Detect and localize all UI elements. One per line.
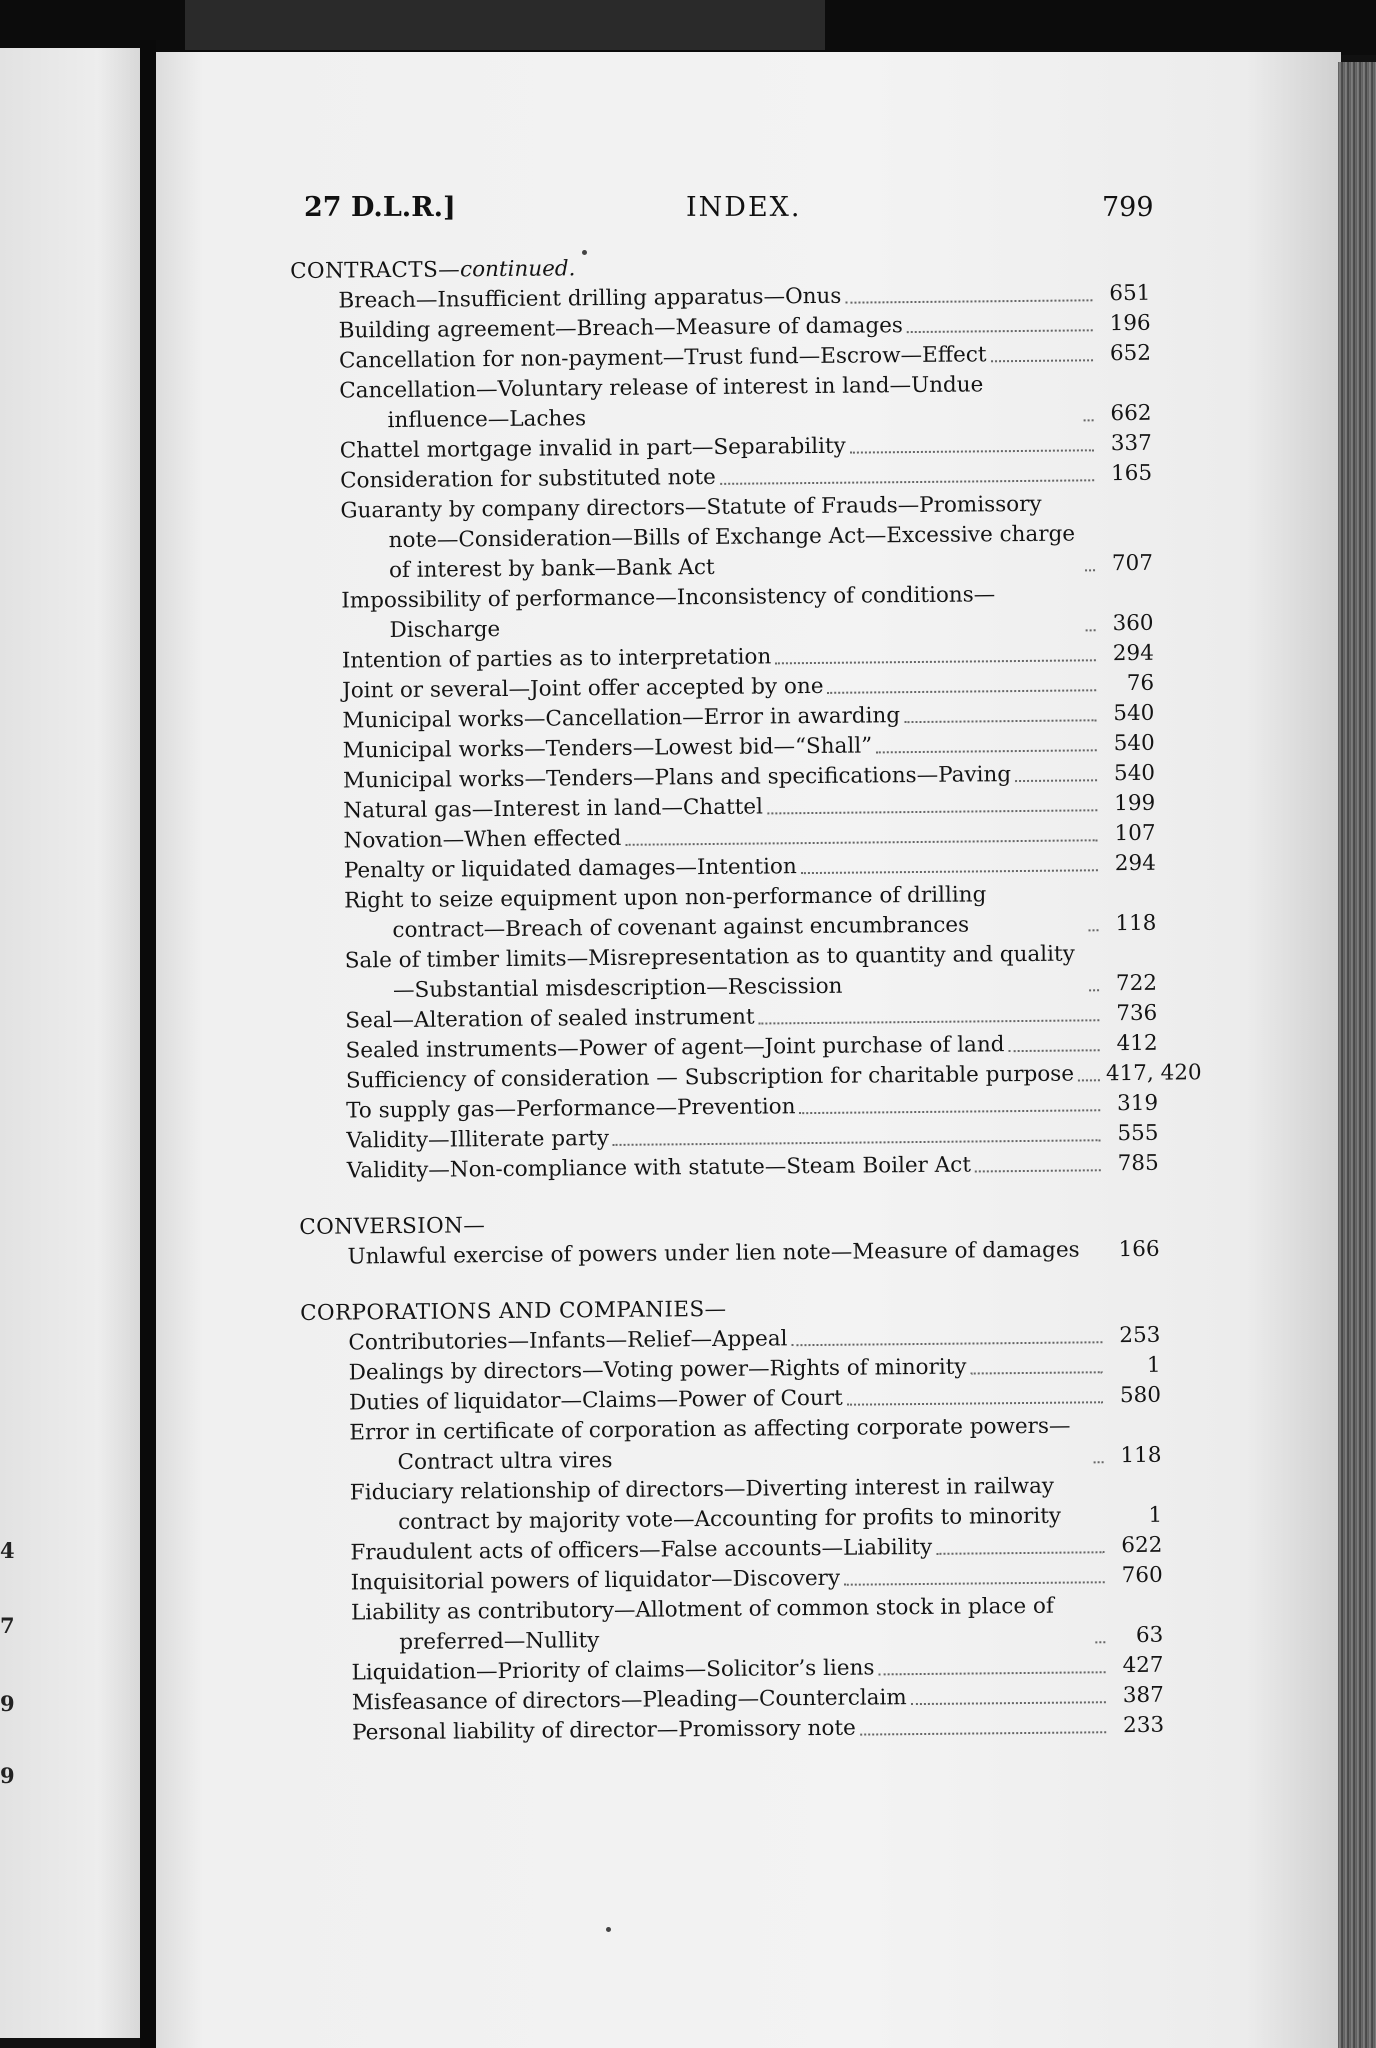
entry-page-number: 294 [1114,850,1156,877]
dot-leader [792,1340,1103,1346]
entry-text: Penalty or liquidated damages—Intention [343,854,797,884]
section-heading-text: CORPORATIONS AND COMPANIES— [300,1296,727,1326]
dot-leader [845,298,1092,303]
entry-page-number: 107 [1114,820,1156,847]
entry-page-number: 63 [1135,1622,1164,1648]
index-entry [291,369,1152,437]
margin-digit: 9 [0,1691,15,1716]
section-heading-text: CONTRACTS— [290,257,461,284]
entry-page-number: 580 [1119,1382,1162,1409]
entry-page-number: 118 [1120,1442,1162,1469]
margin-digit: 4 [0,1538,15,1563]
entry-text: Liability as contributory—Allotment of common stock in place of preferred—Nullity [350,1593,1054,1656]
dot-leader [936,1550,1104,1555]
entry-page-number: 1 [1146,1352,1161,1378]
page-stack-edge [1338,62,1376,2048]
index-entry [301,1411,1162,1479]
facing-page [0,48,140,2038]
dot-leader [975,1168,1101,1172]
dot-leader [1094,1460,1104,1463]
entry-text: Right to seize equipment upon non-performance of drilling contract—Breach of covenant against encumbrances [344,882,987,944]
entry-text: Municipal works—Tenders—Plans and specifications—Paving [342,762,1012,794]
dot-leader [1084,418,1094,421]
entry-text: Consideration for substituted note [340,464,716,494]
entry-page-number: 555 [1117,1120,1159,1147]
entry-text: Guaranty by company directors—Statute of Frauds—Promissory note—Consideration—Bills of Exchange Act—Excessive charge of interest by bank—Bank Act [340,491,1076,584]
dot-leader [613,1138,1101,1146]
dot-leader [759,1018,1100,1024]
margin-digit: 9 [0,1763,15,1788]
entry-page-number: 662 [1110,400,1152,427]
entry-text: Municipal works—Tenders—Lowest bid—“Shall” [342,733,873,764]
dot-leader [911,1700,1106,1705]
entry-page-number: 337 [1110,430,1152,457]
entry-text: Duties of liquidator—Claims—Power of Court [348,1385,843,1416]
dot-leader [847,1400,1103,1405]
index-section [299,1205,1160,1273]
index-entry [303,1591,1164,1659]
entry-page-number: 540 [1113,700,1155,727]
entry-page-number: 412 [1116,1030,1158,1057]
entry-text: Intention of parties as to interpretation [341,644,772,674]
entry-page-number: 294 [1112,640,1154,667]
dot-leader [1094,1522,1104,1523]
dot-leader [844,1580,1105,1586]
entry-page-number: 622 [1121,1532,1163,1559]
entry-page-number: 360 [1112,610,1154,637]
entry-text: Seal—Alteration of sealed instrument [345,1004,755,1034]
entry-page-number: 253 [1119,1322,1161,1349]
entry-page-number: 785 [1117,1150,1159,1177]
entry-text: Cancellation—Voluntary release of interest in land—Undue influence—Laches [339,372,984,434]
entry-text: Breach—Insufficient drilling apparatus—Onus [338,283,842,314]
entry-text: Misfeasance of directors—Pleading—Counterclaim [351,1685,907,1716]
entry-text: Natural gas—Interest in land—Chattel [343,794,764,824]
entry-text: Sealed instruments—Power of agent—Joint purchase of land [345,1032,1005,1064]
entry-text: Sale of timber limits—Misrepresentation as to quantity and quality —Substantial misdescription—Rescission [344,941,1075,1004]
dot-leader [1015,778,1097,782]
ink-speck [606,1927,611,1932]
entry-page-number: 652 [1109,340,1152,367]
dot-leader [860,1730,1106,1735]
entry-text: Chattel mortgage invalid in part—Separability [339,433,846,464]
entry-page-number: 540 [1113,760,1156,787]
entry-text: Fraudulent acts of officers—False accounts—Liability [350,1534,933,1566]
entry-text: Validity—Non-compliance with statute—Steam Boiler Act [346,1152,972,1184]
margin-digit: 7 [0,1613,15,1638]
dot-leader [1088,928,1098,931]
entry-text: Impossibility of performance—Inconsistency of conditions—Discharge [341,582,996,644]
dot-leader [1085,568,1095,571]
entry-page-number: 166 [1118,1236,1160,1263]
index-entry [297,939,1158,1007]
entry-text: Cancellation for non-payment—Trust fund—Escrow—Effect [338,342,987,374]
entry-text: Joint or several—Joint offer accepted by one [342,673,824,704]
entry-text: Sufficiency of consideration — Subscription for charitable purpose [345,1061,1075,1094]
running-head-title: INDEX. [686,192,802,223]
entry-page-number: 319 [1116,1090,1159,1117]
entry-text: Contributories—Infants—Relief—Appeal [348,1326,788,1356]
dot-leader [1078,1078,1100,1081]
entry-page-number: 427 [1122,1652,1164,1679]
entry-text: Liquidation—Priority of claims—Solicitor’s liens [351,1655,875,1686]
dot-leader [720,478,1094,485]
dot-leader [1089,988,1099,991]
dot-leader [971,1370,1103,1374]
index-section [290,249,1202,1187]
section-heading-continued: continued. [459,256,576,283]
dot-leader [828,688,1097,694]
dot-leader [1084,1256,1102,1257]
dot-leader [801,868,1098,874]
entry-page-number: 233 [1122,1712,1165,1739]
index-page [156,52,1341,2048]
page-number: 799 [1102,192,1154,223]
index-entries [290,249,1202,1749]
entry-text: Validity—Illiterate party [346,1125,610,1154]
entry-page-number: 387 [1122,1682,1164,1709]
running-head-volume: 27 D.L.R.] [304,192,456,223]
entry-text: Unlawful exercise of powers under lien note—Measure of damages [347,1237,1080,1270]
dot-leader [625,838,1097,846]
dot-leader [767,808,1097,814]
entry-text: Inquisitorial powers of liquidator—Discovery [350,1565,841,1596]
entry-text: Building agreement—Breach—Measure of damages [338,313,904,344]
index-entry [292,489,1153,587]
entry-text: To supply gas—Performance—Prevention [346,1094,796,1124]
entry-text: Dealings by directors—Voting power—Rights of minority [348,1354,967,1386]
entry-page-number: 199 [1114,790,1156,817]
scan-top-strip [185,0,825,50]
dot-leader [1009,1048,1100,1052]
entry-page-number: 651 [1109,280,1151,307]
dot-leader [850,448,1094,453]
entry-text: Personal liability of director—Promissory note [352,1715,856,1746]
dot-leader [991,358,1094,362]
entry-page-number: 1 [1148,1502,1163,1528]
entry-page-number: 722 [1115,970,1158,997]
dot-leader [1086,628,1096,631]
entry-page-number: 165 [1110,460,1153,487]
section-heading-text: CONVERSION— [299,1213,486,1240]
dot-leader [879,1670,1106,1675]
index-entry [296,879,1157,947]
index-section [300,1291,1164,1749]
entry-page-number: 118 [1115,910,1157,937]
entry-page-number: 196 [1109,310,1151,337]
entry-text: Error in certificate of corporation as affecting corporate powers—Contract ultra vires [349,1413,1071,1476]
dot-leader [800,1108,1101,1114]
entry-text: Fiduciary relationship of directors—Diverting interest in railway contract by majority vote—Accounting for profits to minority [349,1473,1062,1536]
entry-text: Municipal works—Cancellation—Error in awarding [342,703,901,734]
dot-leader [904,718,1096,723]
entry-page-number: 707 [1111,550,1154,577]
entry-page-number: 76 [1126,670,1155,696]
book-gutter [140,40,156,2048]
entry-page-number: 760 [1121,1562,1163,1589]
dot-leader [876,748,1097,753]
index-entry [302,1471,1163,1539]
entry-page-number: 736 [1116,1000,1158,1027]
dot-leader [1095,1640,1105,1643]
index-entry [293,579,1154,647]
dot-leader [775,658,1096,664]
dot-leader [907,328,1093,333]
entry-page-number: 417, 420 [1105,1060,1202,1087]
entry-text: Novation—When effected [343,825,622,854]
entry-page-number: 540 [1113,730,1155,757]
